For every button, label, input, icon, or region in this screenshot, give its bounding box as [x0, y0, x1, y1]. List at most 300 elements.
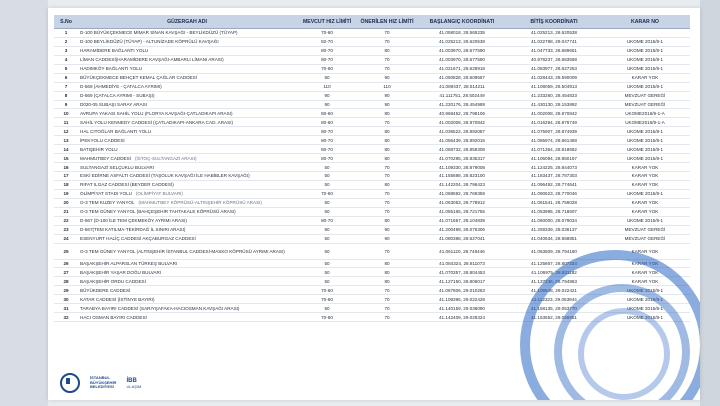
end-coordinate-text: 41.025213, 28.620538 — [531, 30, 577, 36]
route-name — [78, 163, 296, 172]
decorative-swirl — [578, 305, 670, 400]
start-coordinate — [416, 64, 508, 73]
decision-no — [600, 82, 690, 91]
table-row — [54, 91, 690, 100]
header-route-name: GÜZERGAH ADI — [78, 15, 296, 29]
row-number — [54, 295, 78, 304]
proposed-limit-text: 90 — [384, 93, 390, 99]
route-name — [78, 37, 296, 46]
start-coordinate — [416, 118, 508, 127]
decision-no-text: UKOME 2015/8-1 — [626, 287, 664, 293]
proposed-limit — [358, 109, 416, 118]
row-number — [54, 234, 78, 243]
end-coordinate — [508, 91, 600, 100]
end-coordinate-text: 41.053995, 28.718607 — [531, 209, 577, 215]
start-coordinate-text: 41.056439, 28.892015 — [439, 137, 485, 143]
header-start-coordinate: BAŞLANGIÇ KOORDİNATI — [416, 15, 508, 29]
route-name-text: KATAR CADDESİ (İSTİNYE BAYIRI) — [80, 296, 155, 302]
route-name — [78, 304, 296, 313]
decision-no — [600, 91, 690, 100]
route-name — [78, 46, 296, 55]
start-coordinate-text: 41.070285, 28.835317 — [439, 155, 485, 161]
decision-no-text: UKOME 2015/8-1 — [626, 39, 664, 45]
current-limit — [296, 73, 358, 82]
end-coordinate-text: 41.063509, 28.794160 — [531, 248, 577, 254]
current-limit-text: 70-60 — [321, 30, 333, 36]
table-row — [54, 46, 690, 55]
table-row — [54, 73, 690, 82]
org-line-1: İSTANBUL — [90, 375, 110, 381]
start-coordinate-text: 41.002008, 28.970842 — [439, 119, 485, 125]
row-number-text: 26 — [63, 260, 69, 266]
decision-no-text: UKOME 2015/8-1 — [626, 48, 664, 54]
row-number-text: 12 — [63, 128, 69, 134]
start-coordinate — [416, 37, 508, 46]
route-name — [78, 82, 296, 91]
route-name — [78, 243, 296, 259]
row-number-text: 7 — [64, 84, 68, 90]
current-limit — [296, 207, 358, 216]
end-coordinate-text: 41.108059, 28.504913 — [531, 84, 577, 90]
decision-no — [600, 29, 690, 38]
current-limit — [296, 268, 358, 277]
row-number-text: 9 — [64, 101, 68, 107]
current-limit — [296, 136, 358, 145]
route-name-text: HAL CITOĞLAR BAĞLANTI YOLU — [80, 128, 152, 134]
end-coordinate-text: 41.106975, 28.831182 — [531, 269, 577, 275]
current-limit-text: 82-70 — [321, 39, 333, 45]
proposed-limit-text: 70 — [384, 191, 390, 197]
end-coordinate-text: 41.061541, 28.756028 — [531, 200, 577, 206]
row-number — [54, 216, 78, 225]
route-name — [78, 277, 296, 286]
start-coordinate — [416, 207, 508, 216]
end-coordinate — [508, 37, 600, 46]
current-limit — [296, 37, 358, 46]
end-coordinate — [508, 127, 600, 136]
proposed-limit — [358, 207, 416, 216]
header-decision-no: KARAR NO — [600, 15, 690, 29]
row-number — [54, 268, 78, 277]
decision-no — [600, 154, 690, 163]
current-limit-text: 80-70 — [321, 137, 333, 143]
route-name-text: BAŞAKŞEHİR ALPARSLAN TÜRKEŞ BULVARI — [80, 260, 178, 266]
start-coordinate-text: 41.155688, 28.823100 — [439, 173, 485, 179]
table-row — [54, 163, 690, 172]
row-number — [54, 304, 78, 313]
start-coordinate — [416, 277, 508, 286]
end-coordinate-text: 40.978237, 28.683568 — [531, 57, 577, 63]
current-limit — [296, 127, 358, 136]
start-coordinate-text: 41.080388, 28.627041 — [439, 236, 485, 242]
current-limit-text: 50 — [324, 209, 330, 215]
table-row — [54, 136, 690, 145]
route-name — [78, 268, 296, 277]
current-limit — [296, 29, 358, 38]
route-name-text: HADIMKÖY BAĞLANTI YOLU — [80, 66, 143, 72]
end-coordinate-text: 41.002008, 28.970842 — [531, 110, 577, 116]
decision-no-text: UKOME2016/9-1-A — [625, 110, 665, 116]
row-number-text: 20 — [63, 200, 69, 206]
route-name-text: D-569 (ÇATALCA AYRIMI - SUBAŞI) — [80, 93, 155, 99]
org-line-3: BELEDİYESİ — [90, 384, 114, 390]
start-coordinate — [416, 29, 508, 38]
row-number — [54, 37, 78, 46]
decision-no — [600, 225, 690, 234]
current-limit — [296, 55, 358, 64]
proposed-limit-text: 90 — [384, 75, 390, 81]
decision-no-text: UKOME 2015/8-1 — [626, 146, 664, 152]
current-limit — [296, 304, 358, 313]
proposed-limit — [358, 145, 416, 154]
decision-no — [600, 198, 690, 207]
current-limit-text: 90 — [324, 93, 330, 99]
current-limit-text: 50 — [324, 164, 330, 170]
current-limit-text: 80-70 — [321, 48, 333, 54]
route-name — [78, 91, 296, 100]
row-number-text: 28 — [63, 278, 69, 284]
start-coordinate — [416, 304, 508, 313]
end-coordinate — [508, 225, 600, 234]
row-number — [54, 118, 78, 127]
current-limit-text: 80-70 — [321, 57, 333, 63]
decision-no — [600, 234, 690, 243]
end-coordinate — [508, 46, 600, 55]
end-coordinate-text: 41.158135, 29.053770 — [531, 305, 577, 311]
table-row — [54, 37, 690, 46]
start-coordinate-text: 41.071657, 28.104839 — [439, 218, 485, 224]
row-number — [54, 109, 78, 118]
background-right — [700, 0, 720, 406]
current-limit-text: 90 — [324, 227, 330, 233]
end-coordinate-text: 41.060000, 28.079034 — [531, 218, 577, 224]
brand-title: İBB — [126, 377, 137, 384]
table-row — [54, 207, 690, 216]
header-proposed-limit: ÖNERİLEN HIZ LİMİTİ — [358, 15, 416, 29]
row-number-text: 21 — [63, 209, 69, 215]
route-name — [78, 172, 296, 181]
end-coordinate-text: 41.096492, 28.774641 — [531, 182, 577, 188]
current-limit — [296, 145, 358, 154]
proposed-limit — [358, 313, 416, 322]
route-name — [78, 109, 296, 118]
end-coordinate — [508, 100, 600, 109]
decision-no — [600, 216, 690, 225]
start-coordinate-text: 41.003970, 28.677590 — [439, 57, 485, 63]
row-number-text: 24 — [63, 236, 69, 242]
decision-no — [600, 100, 690, 109]
route-name — [78, 180, 296, 189]
header-no: S.No — [54, 15, 78, 29]
decision-no-text: UKOME2016/9-1-A — [625, 119, 665, 125]
proposed-limit-text: 70 — [384, 30, 390, 36]
proposed-limit — [358, 37, 416, 46]
current-limit — [296, 189, 358, 198]
current-limit — [296, 259, 358, 268]
row-number-text: 22 — [63, 218, 69, 224]
end-coordinate — [508, 154, 600, 163]
route-name — [78, 55, 296, 64]
end-coordinate-text: 41.016294, 28.976749 — [531, 119, 577, 125]
org-line-2: BÜYÜKŞEHİR — [90, 379, 117, 385]
route-name-text: İPEKYOLU CADDESİ — [80, 137, 125, 143]
start-coordinate-text: 41.003970, 28.677590 — [439, 48, 485, 54]
row-number-text: 23 — [63, 227, 69, 233]
proposed-limit — [358, 163, 416, 172]
proposed-limit — [358, 154, 416, 163]
route-name-text: AVRUPA YAKASI SAHİL YOLU (FLORYA KAVŞAĞI-ÇATLADIKAPI ARASI) — [80, 110, 233, 116]
row-number — [54, 172, 78, 181]
proposed-limit-text: 70 — [384, 305, 390, 311]
start-coordinate — [416, 145, 508, 154]
table-row — [54, 180, 690, 189]
proposed-limit-text: 70 — [384, 119, 390, 125]
proposed-limit — [358, 82, 416, 91]
decision-no-text: KARAR YOK — [631, 182, 659, 188]
current-limit — [296, 46, 358, 55]
route-name-text: D-567 (D-100 İLE TEM ÇEKMEKÖY AYRIMI ARASI) — [80, 218, 187, 224]
row-number — [54, 189, 78, 198]
row-number-text: 27 — [63, 269, 69, 275]
row-number — [54, 154, 78, 163]
row-number-text: 13 — [63, 137, 69, 143]
decision-no — [600, 163, 690, 172]
current-limit-text: 50 — [324, 200, 330, 206]
header-end-coordinate: BİTİŞ KOORDİNATI — [508, 15, 600, 29]
start-coordinate — [416, 259, 508, 268]
start-coordinate-text: 41.067806, 29.010263 — [439, 287, 485, 293]
end-coordinate-text: 41.124225, 28.844073 — [531, 164, 577, 170]
proposed-limit-text: 80 — [384, 278, 390, 284]
proposed-limit — [358, 100, 416, 109]
route-name-text: SULTANGAZİ SELÇUKLU BULVARI — [80, 164, 154, 170]
current-limit-text: 80-60 — [321, 119, 333, 125]
current-limit-text: 50 — [324, 305, 330, 311]
row-number — [54, 225, 78, 234]
route-name — [78, 313, 296, 322]
end-coordinate-text: 41.083977, 28.627253 — [531, 66, 577, 72]
start-coordinate-text: 41.108395, 29.022428 — [439, 296, 485, 302]
proposed-limit — [358, 91, 416, 100]
proposed-limit-text: 110 — [383, 84, 391, 90]
start-coordinate-text: 41.025213, 28.620538 — [439, 39, 485, 45]
row-number — [54, 55, 78, 64]
end-coordinate-text: 41.040634, 28.658851 — [531, 236, 577, 242]
row-number-text: 10 — [63, 110, 69, 116]
proposed-limit — [358, 295, 416, 304]
current-limit — [296, 118, 358, 127]
route-name-text: BAŞAKŞEHİR YAŞAR DOĞU BULVARI — [80, 269, 162, 275]
current-limit — [296, 243, 358, 259]
route-name-text: RIFAT ILGAZ CADDESİ (BEYDER CADDESİ) — [80, 182, 174, 188]
route-name — [78, 234, 296, 243]
route-name — [78, 259, 296, 268]
proposed-limit-text: 80 — [384, 146, 390, 152]
table-row — [54, 145, 690, 154]
decision-no-text: MEVZUAT GEREĞİ — [624, 93, 666, 99]
start-coordinate — [416, 295, 508, 304]
start-coordinate-text: 41.063053, 28.778912 — [439, 200, 485, 206]
decision-no-text: MEVZUAT GEREĞİ — [624, 227, 666, 233]
end-coordinate — [508, 145, 600, 154]
decision-no-text: UKOME 2015/8-1 — [626, 191, 664, 197]
current-limit — [296, 82, 358, 91]
decision-no-text: KARAR YOK — [631, 75, 659, 81]
end-coordinate — [508, 172, 600, 181]
end-coordinate — [508, 109, 600, 118]
start-coordinate-text: 41.109330, 28.879008 — [439, 164, 485, 170]
start-coordinate — [416, 55, 508, 64]
route-name — [78, 145, 296, 154]
start-coordinate-text: 41.021671, 28.628918 — [439, 66, 485, 72]
proposed-limit-text: 70 — [384, 57, 390, 63]
current-limit-text: 70-60 — [321, 296, 333, 302]
table-row — [54, 29, 690, 38]
row-number-text: 5 — [64, 66, 68, 72]
proposed-limit — [358, 286, 416, 295]
proposed-limit-text: 70 — [384, 248, 390, 254]
proposed-limit — [358, 73, 416, 82]
current-limit-text: 50 — [324, 269, 330, 275]
route-name-text: D-100 BEYLİKDÜZÜ (TÜYAP) - ALTUNİZADE KÖPRÜLÜ KAVŞAĞI — [80, 39, 219, 45]
start-coordinate — [416, 172, 508, 181]
decision-no — [600, 109, 690, 118]
route-name — [78, 216, 296, 225]
end-coordinate-text: 41.153552, 29.056951 — [531, 314, 577, 320]
table-row — [54, 216, 690, 225]
route-name — [78, 118, 296, 127]
proposed-limit-text: 90 — [384, 236, 390, 242]
row-number — [54, 198, 78, 207]
start-coordinate — [416, 198, 508, 207]
row-number-text: 29 — [63, 287, 69, 293]
decision-no-text: UKOME 2015/8-1 — [626, 218, 664, 224]
current-limit-text: 50 — [324, 182, 330, 188]
table-row — [54, 118, 690, 127]
start-coordinate-text: 41.200499, 28.076306 — [439, 227, 485, 233]
brand-subtitle: ULAŞIM — [126, 383, 142, 389]
proposed-limit — [358, 118, 416, 127]
start-coordinate — [416, 100, 508, 109]
current-limit — [296, 286, 358, 295]
current-limit-text: 50 — [324, 75, 330, 81]
start-coordinate-text: 41.068732, 28.859308 — [439, 146, 485, 152]
decision-no-text: UKOME 2015/8-1 — [626, 84, 664, 90]
start-coordinate — [416, 109, 508, 118]
end-coordinate — [508, 180, 600, 189]
table-row — [54, 189, 690, 198]
start-coordinate-text: 41.127150, 28.806017 — [439, 278, 485, 284]
end-coordinate — [508, 55, 600, 64]
row-number-text: 25 — [63, 248, 69, 254]
proposed-limit-text: 80 — [384, 48, 390, 54]
start-coordinate — [416, 313, 508, 322]
start-coordinate — [416, 180, 508, 189]
current-limit — [296, 172, 358, 181]
route-section: (OLİMPİYAT BULVARI) — [135, 191, 183, 197]
footer — [60, 372, 141, 394]
row-number — [54, 286, 78, 295]
table-row — [54, 127, 690, 136]
end-coordinate — [508, 198, 600, 207]
proposed-limit-text: 70 — [384, 200, 390, 206]
row-number — [54, 91, 78, 100]
route-name-text: O-3 TEM GÜNEY YANYOL (ALTINŞEHİR İSTANBUL CADDESİ-MASKO KÖPRÜSÜ AYRIMI ARASI) — [80, 248, 285, 254]
route-name-text: O-3 TEM KUZEY YANYOL — [80, 200, 135, 206]
proposed-limit-text: 80 — [384, 260, 390, 266]
table-row — [54, 172, 690, 181]
route-name-text: BAŞAKŞEHİR ORDU CADDESİ — [80, 278, 146, 284]
end-coordinate-text: 41.259339, 28.036137 — [531, 227, 577, 233]
current-limit — [296, 234, 358, 243]
route-name — [78, 295, 296, 304]
row-number — [54, 313, 78, 322]
proposed-limit-text: 80 — [384, 182, 390, 188]
route-section: (MAHMUTBEY KÖPRÜSÜ-ALTINŞEHİR KÖPRÜSÜ ARASI) — [138, 200, 262, 206]
route-name-text: HARAMİDERE BAĞLANTI YOLU — [80, 48, 149, 54]
row-number-text: 2 — [64, 39, 68, 45]
start-coordinate — [416, 154, 508, 163]
current-limit-text: 50 — [324, 248, 330, 254]
row-number-text: 32 — [63, 314, 69, 320]
current-limit — [296, 277, 358, 286]
table-row — [54, 225, 690, 234]
current-limit — [296, 100, 358, 109]
start-coordinate — [416, 243, 508, 259]
decision-no — [600, 180, 690, 189]
start-coordinate-text: 41.058018, 28.565235 — [439, 30, 485, 36]
current-limit-text: 80-70 — [321, 218, 333, 224]
current-limit-text: 80-70 — [321, 155, 333, 161]
decision-no-text: UKOME 2015/8-1 — [626, 57, 664, 63]
start-coordinate-text: 41.055165, 28.721755 — [439, 209, 485, 215]
proposed-limit-text: 80 — [384, 110, 390, 116]
decision-no — [600, 46, 690, 55]
end-coordinate — [508, 136, 600, 145]
current-limit-text: 80-70 — [321, 128, 333, 134]
start-coordinate-text: 41.089437, 28.514211 — [439, 84, 485, 90]
table-row — [54, 55, 690, 64]
decision-no — [600, 64, 690, 73]
current-limit-text: 70-60 — [321, 66, 333, 72]
proposed-limit — [358, 64, 416, 73]
current-limit — [296, 313, 358, 322]
proposed-limit — [358, 268, 416, 277]
row-number-text: 8 — [64, 93, 68, 99]
decision-no — [600, 55, 690, 64]
row-number — [54, 73, 78, 82]
decision-no-text: KARAR YOK — [631, 269, 659, 275]
route-name-text: BÜYÜKDERE CADDESİ — [80, 287, 131, 293]
route-name-text: SAHİL YOLU KENNEDY CADDESİ (ÇATLADIKAPI-ANKARA CAD. ARASI) — [80, 119, 233, 125]
end-coordinate — [508, 29, 600, 38]
proposed-limit — [358, 216, 416, 225]
proposed-limit-text: 90 — [384, 101, 390, 107]
end-coordinate — [508, 234, 600, 243]
row-number-text: 18 — [63, 182, 69, 188]
start-coordinate — [416, 234, 508, 243]
end-coordinate — [508, 64, 600, 73]
start-coordinate-text: 41.050828, 28.609567 — [439, 75, 485, 81]
proposed-limit-text: 70 — [384, 209, 390, 215]
end-coordinate-text: 41.085974, 28.861458 — [531, 137, 577, 143]
end-coordinate — [508, 163, 600, 172]
route-name-text: ESENYURT HALİÇ CADDESİ AKÇABURGAZ CADDESİ — [80, 236, 196, 242]
current-limit-text: 50 — [324, 278, 330, 284]
end-coordinate-text: 41.233260, 28.454823 — [531, 93, 577, 99]
proposed-limit-text: 90 — [384, 227, 390, 233]
decision-no-text: KARAR YOK — [631, 200, 659, 206]
